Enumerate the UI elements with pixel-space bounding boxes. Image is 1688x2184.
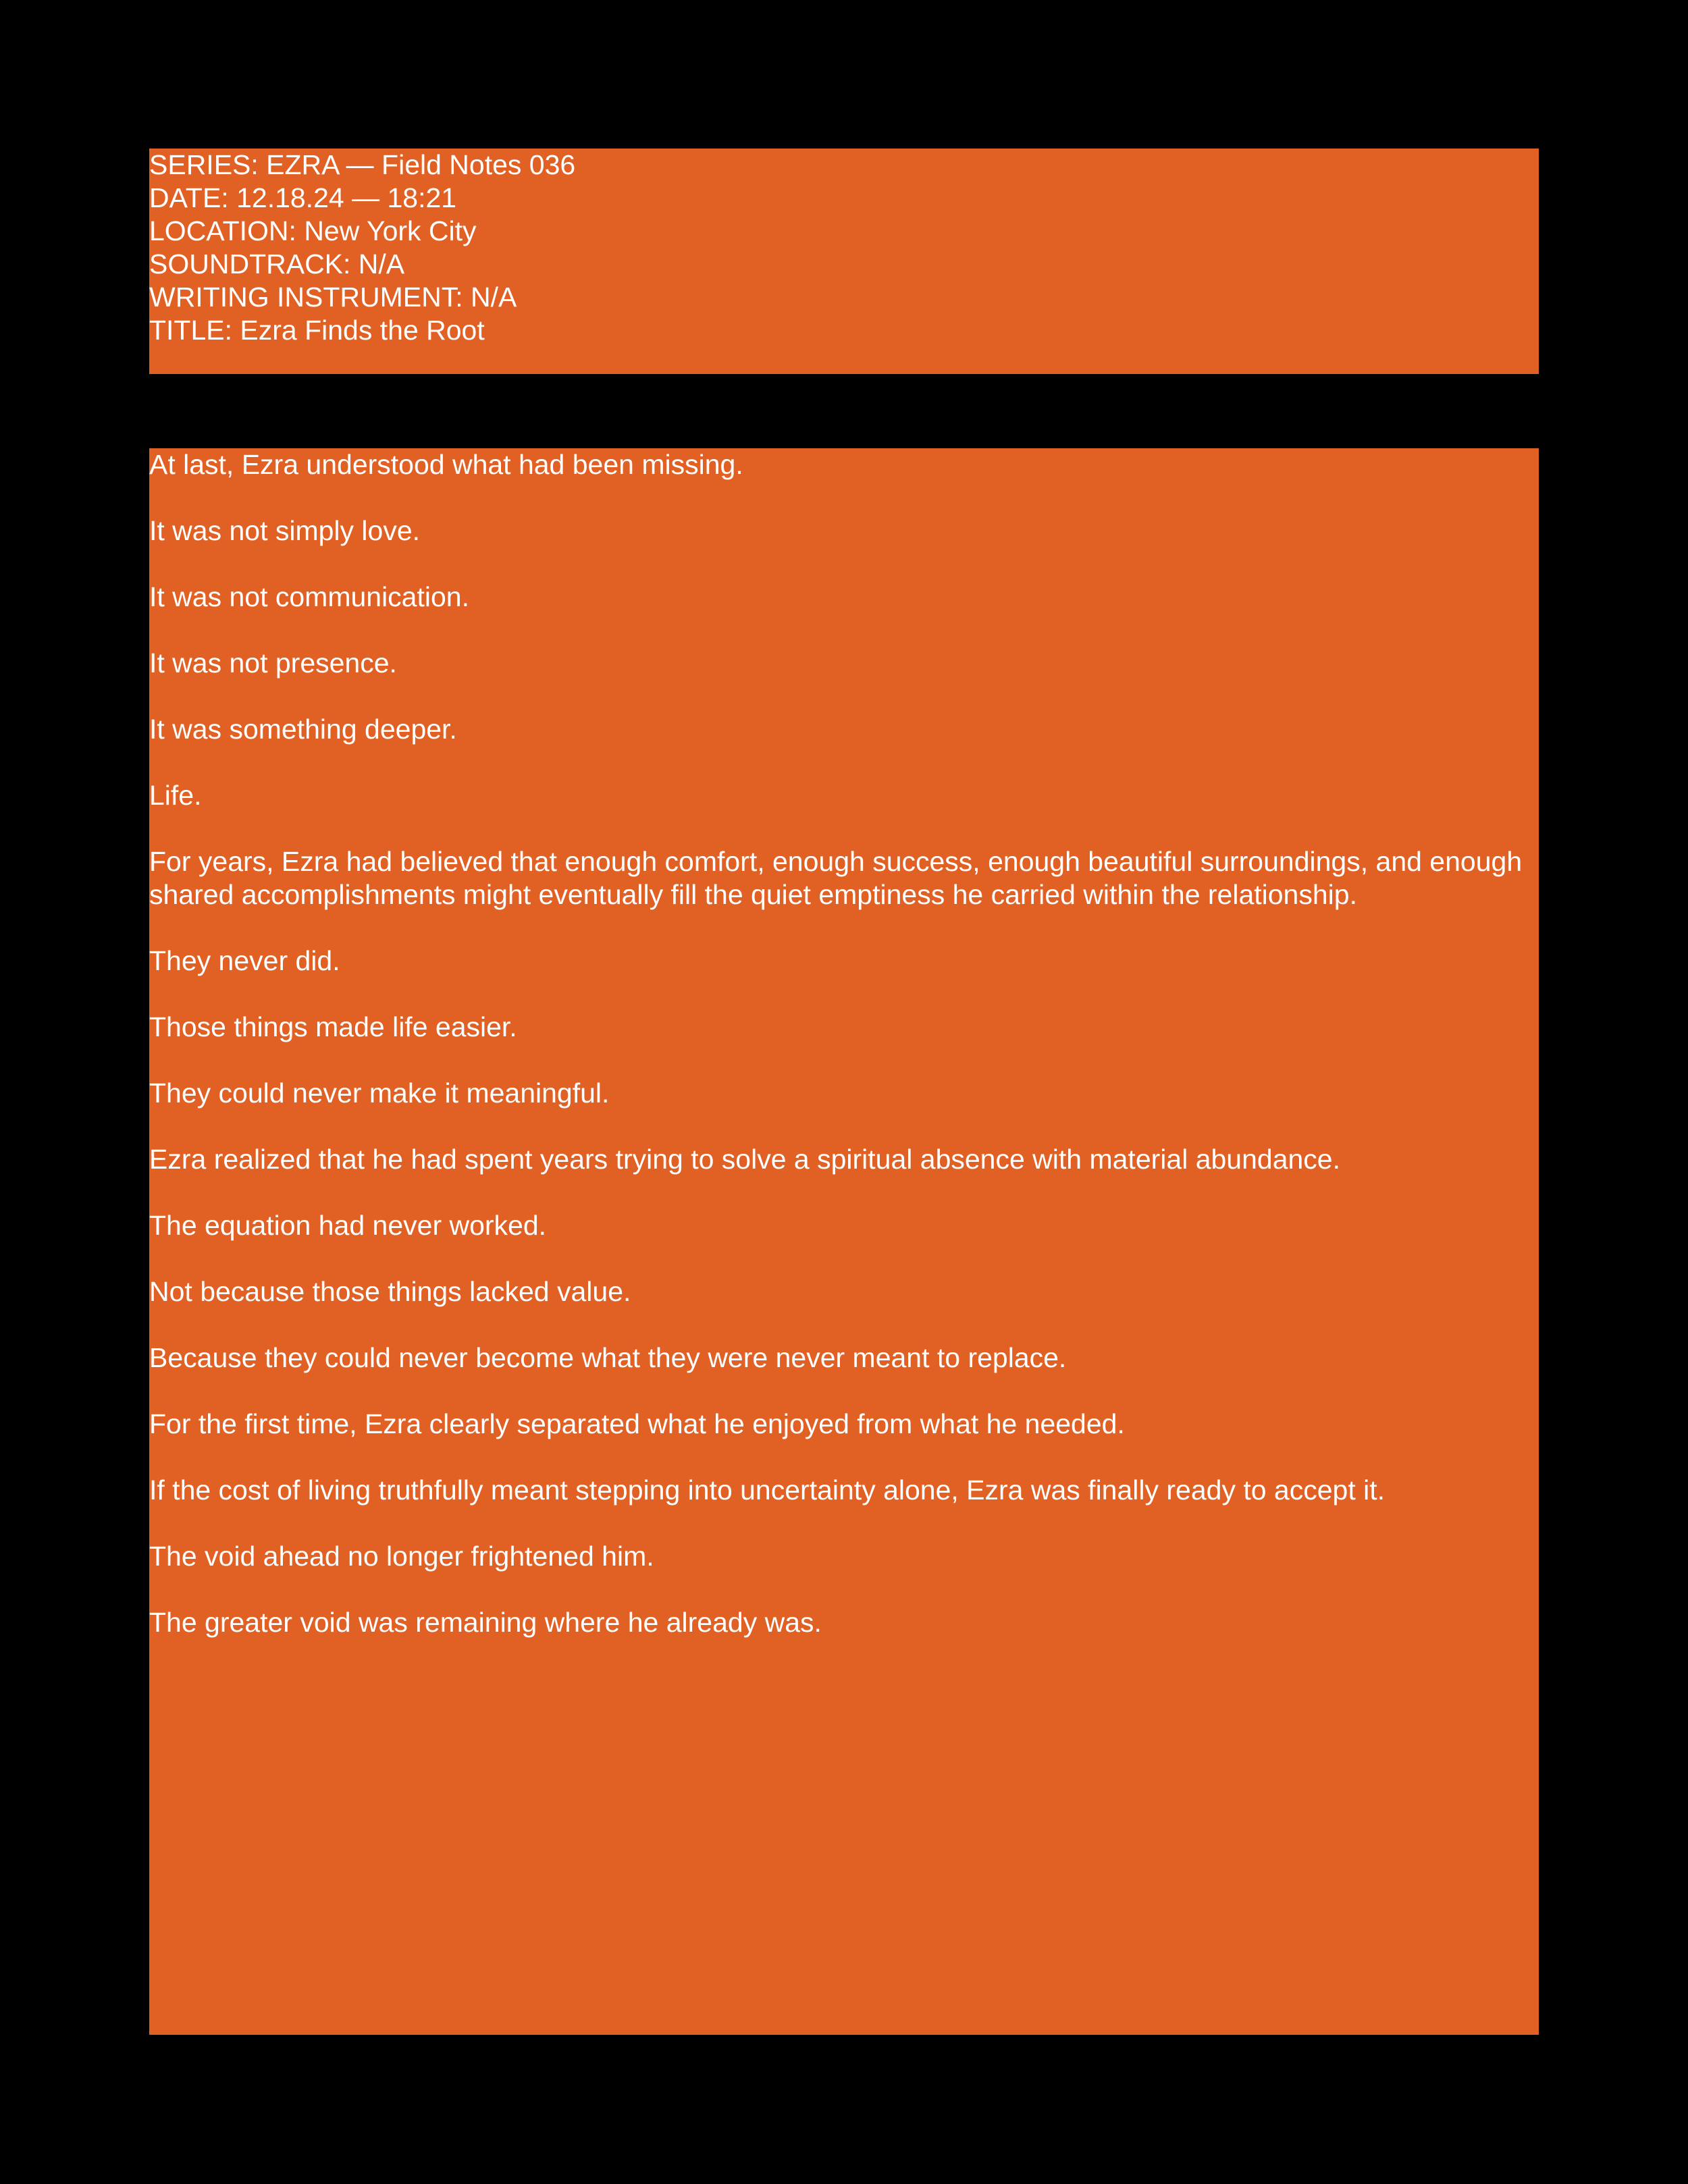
writing-instrument-line: WRITING INSTRUMENT: N/A [149,282,517,313]
paragraph: It was not simply love. [149,515,421,546]
metadata-panel [149,149,1539,374]
paragraph: The void ahead no longer frightened him. [149,1541,654,1572]
location-line: LOCATION: New York City [149,215,477,246]
soundtrack-line: SOUNDTRACK: N/A [149,248,405,279]
paragraph: The equation had never worked. [149,1210,547,1241]
paragraph: They never did. [149,945,340,976]
paragraph: It was not communication. [149,581,469,612]
paragraph: They could never make it meaningful. [149,1077,610,1109]
paragraph: Those things made life easier. [149,1011,517,1042]
paragraph: It was not presence. [149,647,397,678]
paragraph: Not because those things lacked value. [149,1276,631,1307]
title-line: TITLE: Ezra Finds the Root [149,315,485,346]
paragraph: It was something deeper. [149,714,457,745]
paragraph: Ezra realized that he had spent years trying to solve a spiritual absence with material abundance. [149,1144,1341,1175]
paragraph: At last, Ezra understood what had been missing. [149,449,743,480]
paragraph: Life. [149,780,202,811]
date-line: DATE: 12.18.24 — 18:21 [149,182,457,213]
paragraph: If the cost of living truthfully meant stepping into uncertainty alone, Ezra was finally ready to accept it. [149,1474,1386,1506]
paragraph: Because they could never become what they were never meant to replace. [149,1342,1067,1373]
paragraph: The greater void was remaining where he already was. [149,1607,822,1638]
paragraph: For the first time, Ezra clearly separated what he enjoyed from what he needed. [149,1408,1125,1439]
body-text-panel [149,448,1539,2035]
series-line: SERIES: EZRA — Field Notes 036 [149,149,576,180]
paragraph: For years, Ezra had believed that enough comfort, enough success, enough beautiful surroundings, and enough shared accomplishments might eventually fill the quiet emptiness he carried within the relationship. [149,846,1523,910]
